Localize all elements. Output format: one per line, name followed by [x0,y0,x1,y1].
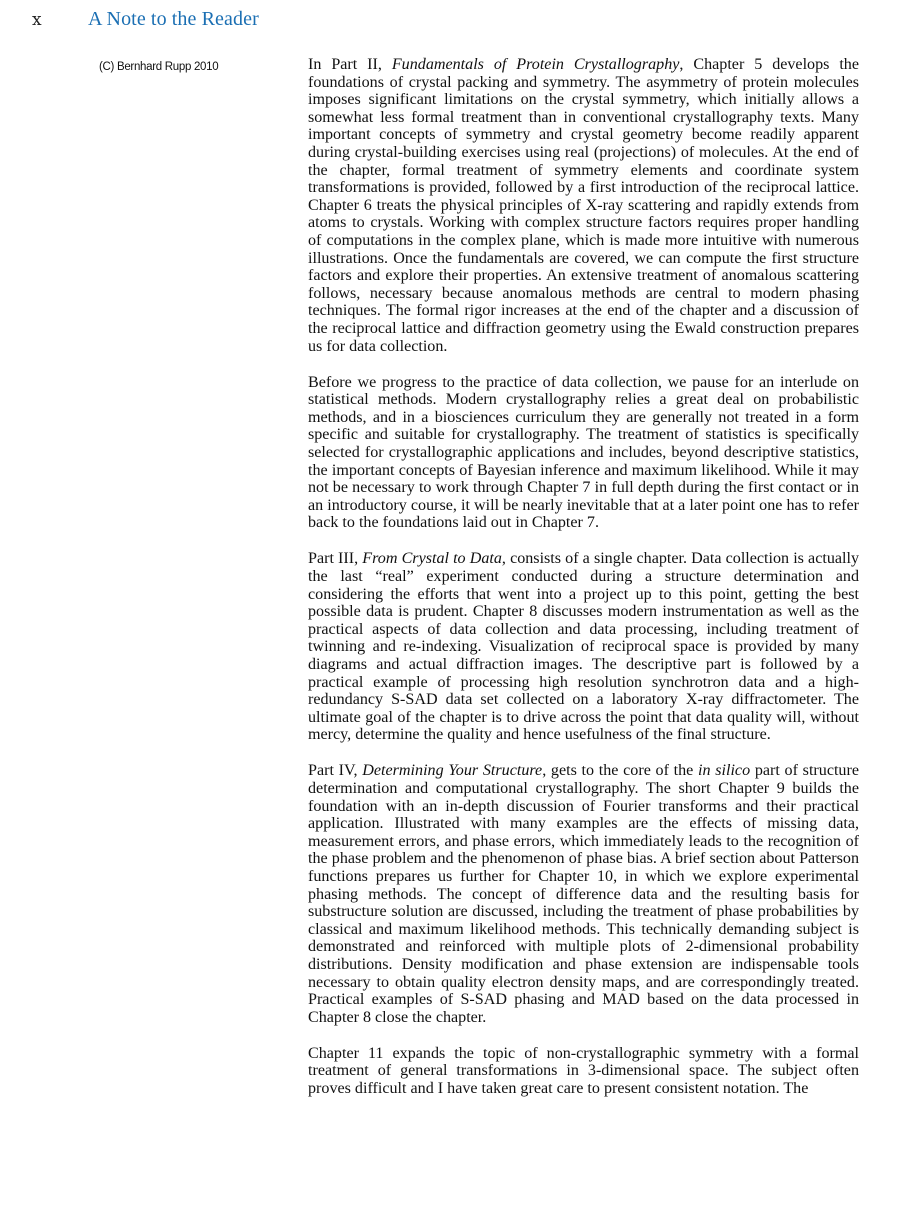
copyright-notice: (C) Bernhard Rupp 2010 [99,61,219,73]
paragraph-statistics: Before we progress to the practice of data collection, we pause for an interlude on statistical methods. Modern crystallography relies a great deal on probabilistic methods, and in a biosciences curriculum they are generally not treated in a form specific and suitable for crystallography. The treatment of statistics is specifically selected for crystallographic applications and includes, beyond descriptive statistics, the important concepts of Bayesian inference and maximum likelihood. While it may not be necessary to work through Chapter 7 in full depth during the first contact or in an introductory course, it will be nearly inevitable that at a later point one has to refer back to the foundations laid out in Chapter 7. [308,373,859,532]
book-part-title: From Crystal to Data [362,550,502,568]
book-part-title: Fundamentals of Protein Crystallography [391,56,680,73]
paragraph-text: Part IV, [308,762,363,780]
paragraph-chapter-11: Chapter 11 expands the topic of non-crystallographic symmetry with a formal treatment of general transformations in 3-dimensional space. The subject often proves difficult and I have taken great care to present consistent notation. The [308,1044,859,1098]
emphasized-term: in silico [698,762,751,780]
paragraph-text: , consists of a single chapter. Data collection is actually the last “real” experiment conducted during a structure determination and considering the efforts that went into a project up to this point, getting the best possible data is prudent. Chapter 8 discusses modern instrumentation as well as the practical aspects of data collection and data processing, including treatment of twinning and re-indexing. Visualization of reciprocal space is provided by many diagrams and actual diffraction images. The descriptive part is followed by a practical example of processing high resolution synchrotron data and a high-redundancy S-SAD data set collected on a laboratory X-ray diffractometer. The ultimate goal of the chapter is to drive across the point that data quality will, without mercy, determine the quality and hence usefulness of the final structure. [308,550,859,744]
body-text [308,56,859,1116]
paragraph-part-iii [308,550,859,744]
page-number: x [32,10,42,30]
running-head-title: A Note to the Reader [88,8,259,30]
paragraph-text: Part III, [308,550,363,568]
paragraph-part-iv [308,762,859,1026]
book-part-title: Determining Your Structure [362,762,543,780]
paragraph-text: , Chapter 5 develops the foundations of crystal packing and symmetry. The asymmetry of protein molecules imposes significant limitations on the crystal symmetry, which initially allows a somewhat less formal treatment than in conventional crystallography texts. Many important concepts of symmetry and crystal geometry become readily apparent during crystal-building exercises using real (projections) of molecules. At the end of the chapter, formal treatment of symmetry elements and coordinate system transformations is provided, followed by a first introduction of the reciprocal lattice. Chapter 6 treats the physical principles of X-ray scattering and rapidly extends from atoms to crystals. Working with complex structure factors requires proper handling of computations in the complex plane, which is made more intuitive with numerous illustrations. Once the fundamentals are covered, we can compute the first structure factors and explore their properties. An extensive treatment of anomalous scattering follows, necessary because anomalous methods are central to modern phasing techniques. The formal rigor increases at the end of the chapter and a discussion of the reciprocal lattice and diffraction geometry using the Ewald construction prepares us for data collection. [308,56,859,355]
paragraph-part-ii [308,56,859,355]
paragraph-text: , gets to the core of the [542,762,699,780]
paragraph-text: part of structure determination and computational crystallography. The short Chapter 9 builds the foundation with an in-depth discussion of Fourier transforms and their practical application. Illustrated with many examples are the effects of missing data, measurement errors, and phase errors, which immediately leads to the recognition of the phase problem and the phenomenon of phase bias. A brief section about Patterson functions prepares us further for Chapter 10, in which we explore experimental phasing methods. The concept of difference data and the resulting basis for substructure solution are discussed, including the treatment of phase probabilities by classical and maximum likelihood methods. This technically demanding subject is demonstrated and reinforced with multiple plots of 2-dimensional probability distributions. Density modification and phase extension are indispensable tools necessary to obtain quality electron density maps, and are correspondingly treated. Practical examples of S-SAD phasing and MAD based on the data processed in Chapter 8 close the chapter. [308,762,859,1026]
paragraph-text: In Part II, [308,56,392,73]
